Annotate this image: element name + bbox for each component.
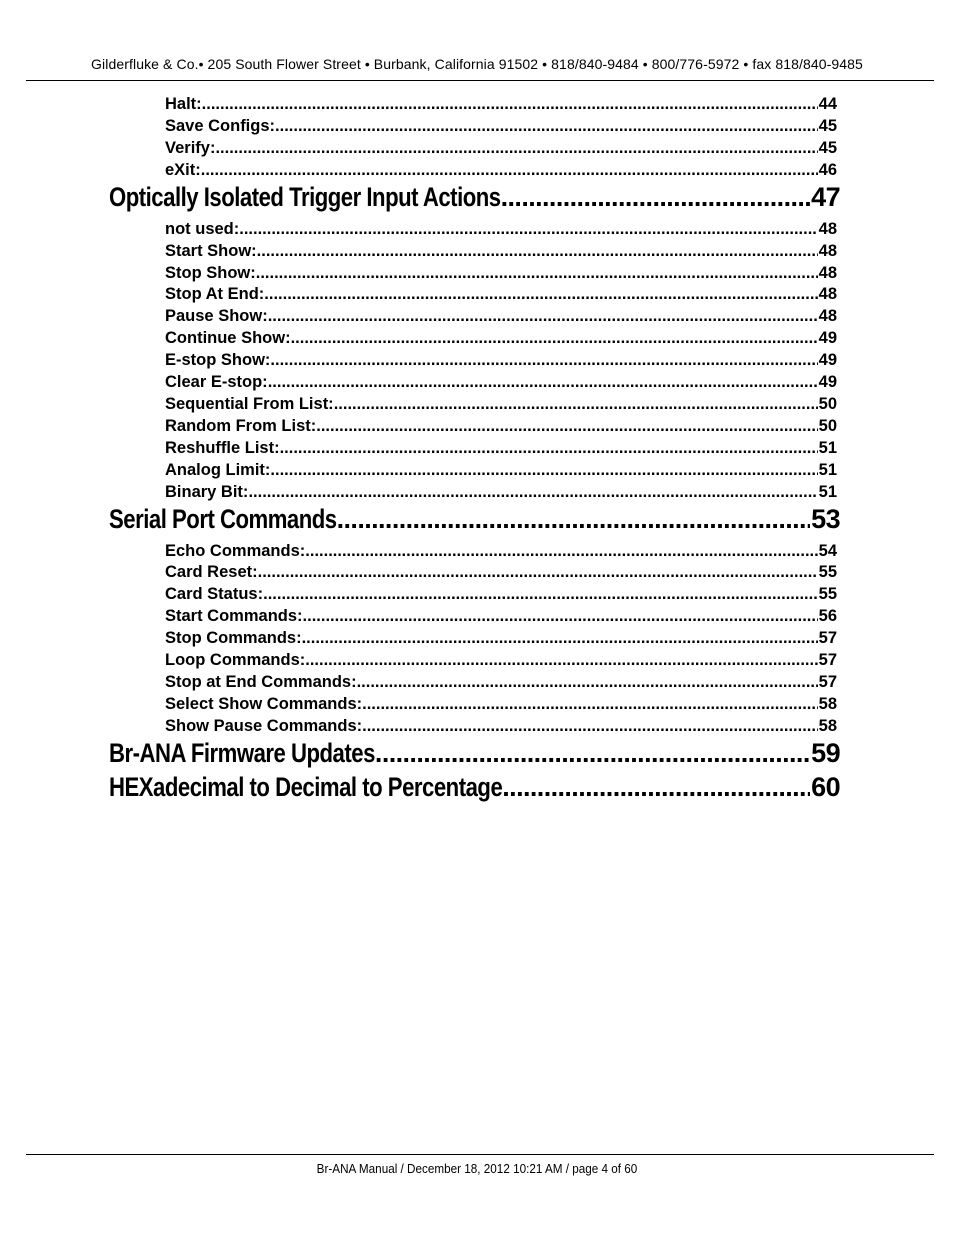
toc-entry-label: Pause Show: xyxy=(165,307,268,326)
toc-entry[interactable] xyxy=(165,461,837,483)
toc-leader-dots xyxy=(362,695,818,714)
toc-entry-label: Reshuffle List: xyxy=(165,438,280,457)
toc-entry-label: Card Status: xyxy=(165,585,264,604)
toc-entry-label: Clear E-stop: xyxy=(165,373,268,391)
toc-entry[interactable] xyxy=(165,139,837,161)
toc-entry-page-number: 55 xyxy=(818,563,837,582)
toc-leader-dots xyxy=(201,161,818,180)
page-header: Gilderfluke & Co.• 205 South Flower Street • Burbank, California 91502 • 818/840-9484 • 800/776-5972 • fax 818/840-9485 xyxy=(91,56,863,72)
toc-leader-dots xyxy=(303,607,818,626)
toc-entry[interactable] xyxy=(165,161,837,183)
toc-leader-dots xyxy=(215,139,817,158)
toc-leader-dots xyxy=(302,629,818,648)
toc-entry-label: Stop At End: xyxy=(165,285,265,304)
toc-entry-page-number: 50 xyxy=(818,394,837,413)
toc-leader-dots xyxy=(248,483,817,502)
toc-entry-page-number: 48 xyxy=(818,241,837,260)
toc-entry-label: Stop Commands: xyxy=(165,629,302,648)
toc-entry-label: E-stop Show: xyxy=(165,351,271,370)
toc-leader-dots xyxy=(316,417,817,436)
toc-entry-label: Save Configs: xyxy=(165,116,276,135)
toc-entry-label: Select Show Commands: xyxy=(165,694,363,713)
toc-entry-page-number: 45 xyxy=(818,116,837,135)
toc-entry-page-number: 49 xyxy=(818,373,837,391)
toc-leader-dots xyxy=(280,439,818,458)
toc-leader-dots xyxy=(256,264,818,283)
toc-entry-page-number: 57 xyxy=(818,629,837,648)
toc-leader-dots xyxy=(275,117,818,136)
toc-entry-label: Show Pause Commands: xyxy=(165,716,363,735)
toc-entry[interactable] xyxy=(165,351,837,373)
toc-entry[interactable] xyxy=(165,285,837,307)
toc-leader-dots xyxy=(337,504,811,535)
toc-entry-label: Verify: xyxy=(165,138,216,157)
toc-leader-dots xyxy=(291,329,818,348)
toc-entry[interactable] xyxy=(165,651,837,673)
toc-entry-page-number: 58 xyxy=(818,694,837,713)
toc-leader-dots xyxy=(305,542,817,561)
toc-entry-page-number: 46 xyxy=(818,160,837,179)
toc-leader-dots xyxy=(268,307,818,326)
toc-entry-label: Card Reset: xyxy=(165,563,258,582)
toc-leader-dots xyxy=(268,373,818,392)
toc-entry-label: Sequential From List: xyxy=(165,394,334,413)
toc-entry-label: Loop Commands: xyxy=(165,651,306,669)
toc-entry-page-number: 48 xyxy=(818,219,837,238)
toc-leader-dots xyxy=(334,395,818,414)
toc-entry-label: Random From List: xyxy=(165,416,317,435)
page-footer: Br-ANA Manual / December 18, 2012 10:21 AM / page 4 of 60 xyxy=(316,1161,638,1176)
toc-entry-page-number: 50 xyxy=(818,416,837,435)
toc-entry-page-number: 58 xyxy=(818,716,837,735)
toc-entry-label: eXit: xyxy=(165,160,201,179)
toc-entry[interactable] xyxy=(165,439,837,461)
toc-entry-page-number: 48 xyxy=(818,285,837,304)
toc-leader-dots xyxy=(357,673,818,692)
toc-entry-label: Analog Limit: xyxy=(165,460,271,479)
toc-entry-page-number: 49 xyxy=(818,329,837,348)
toc-entry-page-number: 51 xyxy=(818,460,837,479)
toc-entry[interactable] xyxy=(165,629,837,651)
toc-entry-page-number: 54 xyxy=(818,541,837,560)
toc-leader-dots xyxy=(264,285,817,304)
toc-entry-page-number: 49 xyxy=(818,351,837,370)
toc-entry-page-number: 47 xyxy=(811,182,840,213)
toc-entry-page-number: 45 xyxy=(818,138,837,157)
toc-entry-label: Stop Show: xyxy=(165,263,256,282)
toc-entry[interactable] xyxy=(165,329,837,351)
header-rule xyxy=(26,80,934,81)
toc-entry-page-number: 51 xyxy=(818,482,837,501)
toc-entry[interactable] xyxy=(165,220,837,242)
toc-entry[interactable] xyxy=(165,483,837,505)
toc-entry[interactable] xyxy=(165,373,837,395)
toc-entry[interactable] xyxy=(165,673,837,695)
toc-leader-dots xyxy=(263,585,818,604)
toc-leader-dots xyxy=(270,461,817,480)
toc-entry-label: Start Show: xyxy=(165,241,257,260)
toc-entry-page-number: 60 xyxy=(811,772,840,803)
footer-rule xyxy=(26,1154,934,1155)
toc-entry-label: Serial Port Commands xyxy=(109,504,337,534)
toc-leader-dots xyxy=(362,717,818,736)
toc-entry[interactable] xyxy=(165,95,837,117)
toc-entry-page-number: 48 xyxy=(818,307,837,326)
toc-heading-entry[interactable] xyxy=(109,772,840,806)
toc-entry-label: Halt: xyxy=(165,95,202,113)
toc-entry-label: Start Commands: xyxy=(165,607,303,626)
toc-entry[interactable] xyxy=(165,585,837,607)
toc-entry[interactable] xyxy=(165,264,837,286)
toc-entry-label: Optically Isolated Trigger Input Actions xyxy=(109,182,501,213)
toc-entry-page-number: 57 xyxy=(818,651,837,669)
toc-entry-page-number: 59 xyxy=(811,738,840,769)
toc-entry-page-number: 53 xyxy=(811,504,840,534)
toc-entry-page-number: 55 xyxy=(818,585,837,604)
toc-entry-label: Binary Bit: xyxy=(165,482,249,501)
toc-leader-dots xyxy=(257,242,818,261)
toc-entry-page-number: 48 xyxy=(818,263,837,282)
toc-entry-label: Br-ANA Firmware Updates xyxy=(109,738,375,769)
toc-entry[interactable] xyxy=(165,242,837,264)
toc-entry-page-number: 57 xyxy=(818,672,837,691)
toc-entry[interactable] xyxy=(165,563,837,585)
toc-entry[interactable] xyxy=(165,395,837,417)
toc-heading-entry[interactable] xyxy=(109,738,840,772)
toc-entry-label: Stop at End Commands: xyxy=(165,672,357,691)
toc-heading-entry[interactable] xyxy=(109,182,840,216)
toc-heading-entry[interactable] xyxy=(109,504,840,538)
toc-entry-label: not used: xyxy=(165,219,240,238)
toc-entry-page-number: 51 xyxy=(818,438,837,457)
toc-entry[interactable] xyxy=(165,607,837,629)
toc-entry-page-number: 56 xyxy=(818,607,837,626)
toc-leader-dots xyxy=(305,651,817,670)
toc-entry-label: HEXadecimal to Decimal to Percentage xyxy=(109,772,503,803)
toc-leader-dots xyxy=(258,563,818,582)
toc-entry[interactable] xyxy=(165,542,837,564)
toc-entry-label: Continue Show: xyxy=(165,329,291,348)
toc-leader-dots xyxy=(375,738,810,769)
toc-entry[interactable] xyxy=(165,307,837,329)
toc-entry-label: Echo Commands: xyxy=(165,541,306,560)
toc-leader-dots xyxy=(202,95,818,114)
toc-leader-dots xyxy=(501,182,811,213)
toc-entry-page-number: 44 xyxy=(818,95,837,113)
toc-entry[interactable] xyxy=(165,417,837,439)
toc-leader-dots xyxy=(502,772,810,803)
toc-leader-dots xyxy=(239,220,817,239)
toc-leader-dots xyxy=(270,351,817,370)
toc-entry[interactable] xyxy=(165,717,837,739)
toc-entry[interactable] xyxy=(165,695,837,717)
toc-entry[interactable] xyxy=(165,117,837,139)
